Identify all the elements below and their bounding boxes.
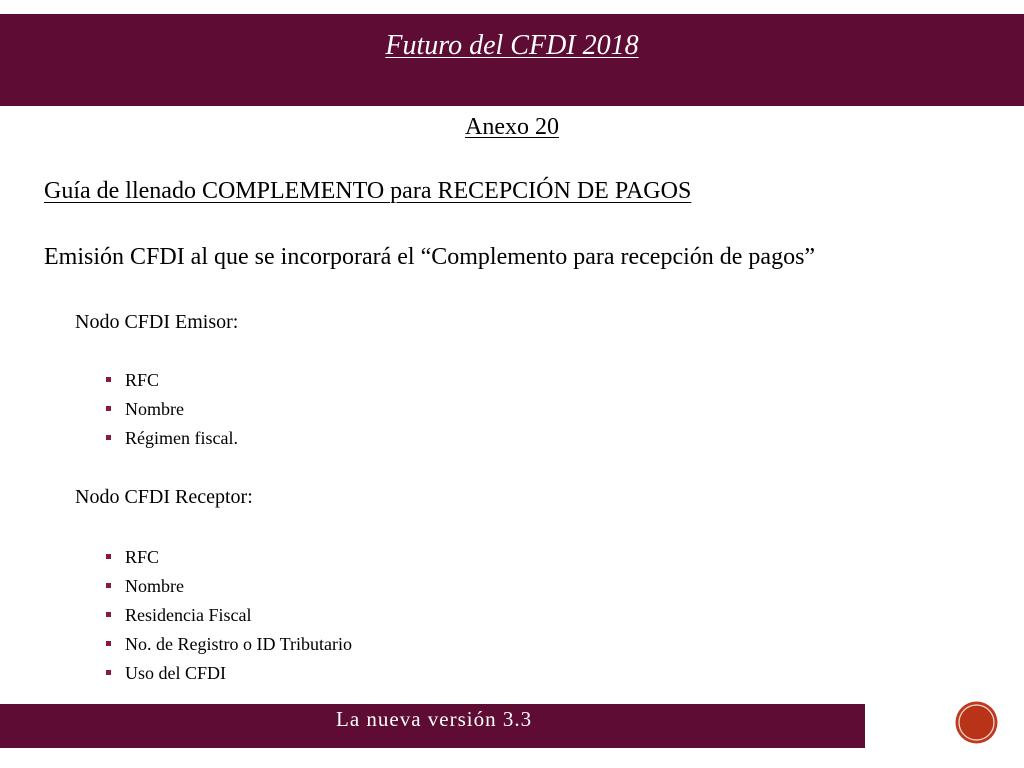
footer-text: La nueva versión 3.3 bbox=[336, 707, 533, 731]
emission-text: Emisión CFDI al que se incorporará el “Complemento para recepción de pagos” bbox=[44, 244, 816, 270]
square-bullet-icon bbox=[106, 583, 111, 588]
square-bullet-icon bbox=[106, 377, 111, 382]
list-item-label: Uso del CFDI bbox=[125, 663, 227, 683]
receptor-node-heading: Nodo CFDI Receptor: bbox=[75, 486, 253, 508]
annex-title: Anexo 20 bbox=[465, 114, 559, 140]
square-bullet-icon bbox=[106, 406, 111, 411]
list-item-label: No. de Registro o ID Tributario bbox=[125, 634, 352, 654]
emisor-list bbox=[104, 366, 238, 453]
list-item-label: RFC bbox=[125, 547, 160, 567]
list-item bbox=[104, 424, 238, 453]
emisor-node-heading: Nodo CFDI Emisor: bbox=[75, 311, 239, 333]
list-item bbox=[104, 572, 352, 601]
list-item-label: Nombre bbox=[125, 576, 184, 596]
list-item bbox=[104, 630, 352, 659]
receptor-list bbox=[104, 543, 352, 688]
list-item bbox=[104, 543, 352, 572]
square-bullet-icon bbox=[106, 641, 111, 646]
guide-title: Guía de llenado COMPLEMENTO para RECEPCIÓN DE PAGOS bbox=[44, 178, 692, 204]
list-item bbox=[104, 366, 238, 395]
list-item-label: Residencia Fiscal bbox=[125, 605, 252, 625]
list-item bbox=[104, 601, 352, 630]
list-item-label: Nombre bbox=[125, 399, 184, 419]
slide-title: Futuro del CFDI 2018 bbox=[385, 30, 639, 61]
square-bullet-icon bbox=[106, 612, 111, 617]
list-item-label: RFC bbox=[125, 370, 160, 390]
square-bullet-icon bbox=[106, 554, 111, 559]
list-item-label: Régimen fiscal. bbox=[125, 428, 238, 448]
list-item bbox=[104, 395, 238, 424]
square-bullet-icon bbox=[106, 435, 111, 440]
square-bullet-icon bbox=[106, 670, 111, 675]
circle-badge-icon bbox=[954, 700, 999, 745]
list-item bbox=[104, 659, 352, 688]
